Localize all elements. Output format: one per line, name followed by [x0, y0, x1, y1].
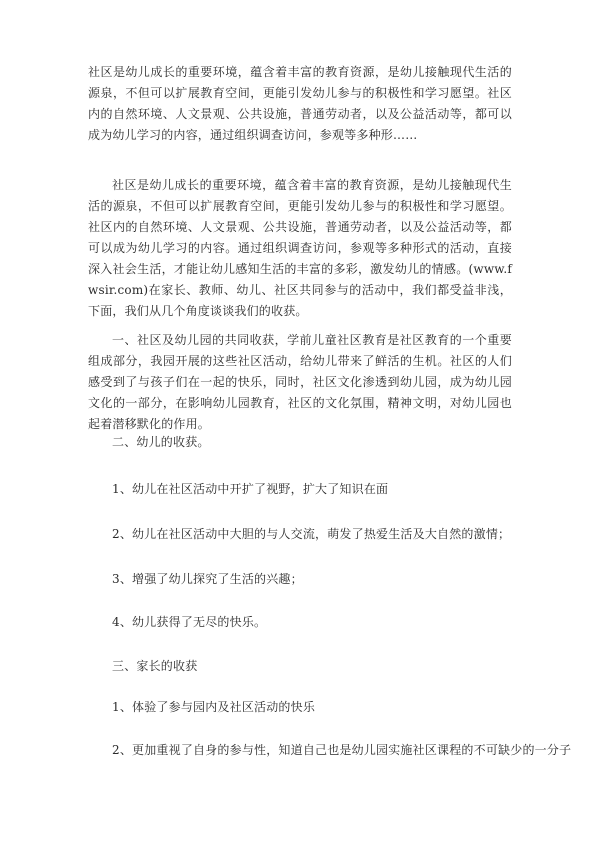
- section-one-paragraph: 一、社区及幼儿园的共同收获，学前儿童社区教育是社区教育的一个重要组成部分，我园开展的这些社区活动，给幼儿带来了鲜活的生机。社区的人们感受到了与孩子们在一起的快乐，同时，社区文化渗透到幼儿园，成为幼儿园文化的一部分，在影响幼儿园教育，社区的文化氛围，精神文明，对幼儿园也起着潜移默化的作用。: [88, 333, 512, 431]
- section-three-heading: 三、家长的收获: [112, 659, 198, 673]
- parent-item-2: 2、更加重视了自身的参与性，知道自己也是幼儿园实施社区课程的不可缺少的一分子: [112, 743, 572, 757]
- child-item-4: 4、幼儿获得了无尽的快乐。: [112, 615, 267, 629]
- child-item-2: 2、幼儿在社区活动中大胆的与人交流，萌发了热爱生活及大自然的激情；: [112, 527, 511, 541]
- child-item-1: 1、幼儿在社区活动中开扩了视野，扩大了知识在面: [112, 482, 389, 496]
- body-paragraph: 社区是幼儿成长的重要环境，蕴含着丰富的教育资源，是幼儿接触现代生活的源泉，不但可以扩展教育空间，更能引发幼儿参与的积极性和学习愿望。社区内的自然环境、人文景观、公共设施，普通劳动者，以及公益活动等，都可以成为幼儿学习的内容。通过组织调查访问，参观等多种形式的活动，直接深入社会生活，才能让幼儿感知生活的丰富的多彩，激发幼儿的情感。(www.fwsir.com)在家长、教师、幼儿、社区共同参与的活动中，我们都受益非浅，下面，我们从几个角度谈谈我们的收获。: [88, 178, 512, 318]
- child-item-3: 3、增强了幼儿探究了生活的兴趣；: [112, 572, 303, 586]
- section-two-heading: 二、幼儿的收获。: [112, 435, 210, 449]
- parent-item-1: 1、体验了参与园内及社区活动的快乐: [112, 700, 316, 714]
- intro-paragraph: 社区是幼儿成长的重要环境，蕴含着丰富的教育资源，是幼儿接触现代生活的源泉，不但可以扩展教育空间，更能引发幼儿参与的积极性和学习愿望。社区内的自然环境、人文景观、公共设施，普通劳动者，以及公益活动等，都可以成为幼儿学习的内容，通过组织调查访问，参观等多种形……: [88, 65, 512, 142]
